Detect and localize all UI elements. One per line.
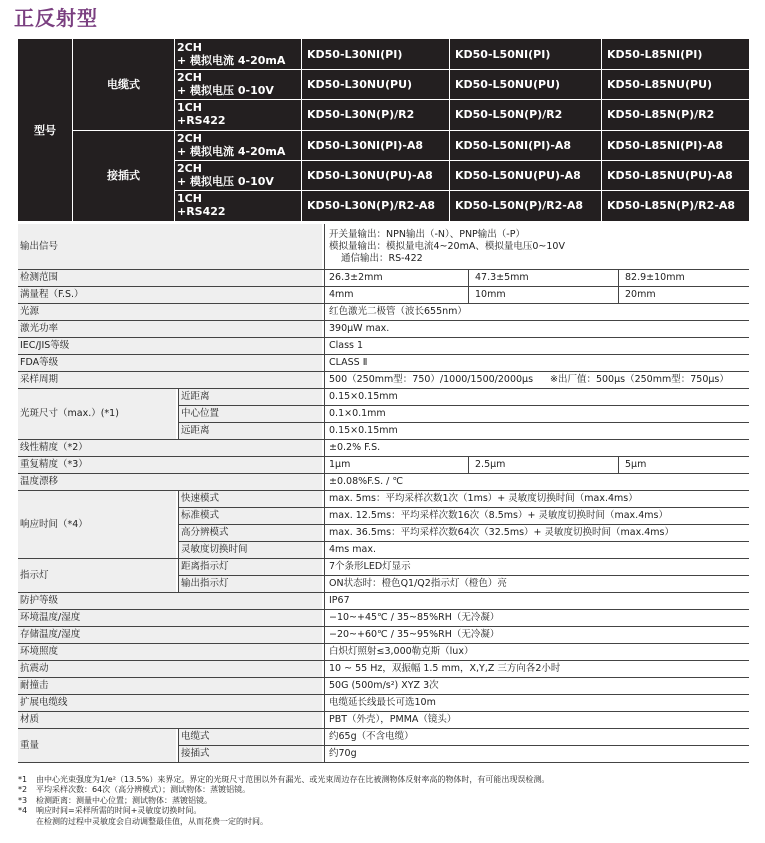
output-type: 2CH <box>177 41 202 54</box>
shock-value: 50G (500m/s²) XYZ 3次 <box>324 678 439 694</box>
sample-period-value: 500（250mm型：750）/1000/1500/2000μs <box>324 372 564 388</box>
model-cell: KD50-L85NU(PU)-A8 <box>607 168 733 182</box>
response-sub-row <box>178 542 749 559</box>
linearity-label: 线性精度（*2） <box>18 440 322 456</box>
row-fda-class <box>18 355 749 372</box>
shock-label: 耐撞击 <box>18 678 322 694</box>
indicator-sub-value: ON状态时：橙色Q1/Q2指示灯（橙色）亮 <box>324 576 749 592</box>
model-cell: KD50-L50N(P)/R2-A8 <box>455 199 584 212</box>
row-protection <box>18 593 749 610</box>
indicator-sub-row <box>178 576 749 593</box>
header-row-5 <box>18 190 749 221</box>
detection-range-label: 检测范围 <box>18 270 322 286</box>
output-line: 开关量输出：NPN输出（-N）、PNP输出（-P） <box>329 228 525 240</box>
row-ext-cable <box>18 695 749 712</box>
row-linearity <box>18 440 749 457</box>
model-cell: KD50-L85NI(PI) <box>607 47 703 61</box>
repeatability-value: 5μm <box>618 457 749 473</box>
vibration-label: 抗震动 <box>18 661 322 677</box>
range-value: 26.3±2mm <box>324 270 468 286</box>
response-sub-row <box>178 508 749 525</box>
footnote: *4 响应时间=采样所需的时间+灵敏度切换时间。 <box>18 806 202 816</box>
response-mode-value: max. 12.5ms：平均采样次数16次（8.5ms）+ 灵敏度切换时间（max.4ms） <box>324 508 749 524</box>
weight-sub-row <box>178 729 749 746</box>
spot-sub-label: 近距离 <box>178 389 322 405</box>
sample-period-note: ※出厂值：500μs（250mm型：750μs） <box>550 374 729 385</box>
range-value: 47.3±5mm <box>468 270 618 286</box>
weight-sub-value: 约65g（不含电缆） <box>324 729 749 745</box>
row-material <box>18 712 749 729</box>
model-cell: KD50-L50NU(PU)-A8 <box>455 168 581 182</box>
storage-temp-label: 存储温度/湿度 <box>18 627 322 643</box>
model-cell: KD50-L30NI(PI)-A8 <box>307 138 424 152</box>
row-vibration <box>18 661 749 678</box>
row-storage-temp <box>18 627 749 644</box>
laser-power-label: 激光功率 <box>18 321 322 337</box>
ext-cable-value: 电缆延长线最长可选10m <box>324 695 436 711</box>
page-title: 正反射型 <box>14 6 98 30</box>
footnote: 在检测的过程中灵敏度会自动调整最佳值，从而花费一定的时间。 <box>36 816 268 826</box>
response-mode-value: 4ms max. <box>324 542 749 558</box>
spot-sub-row <box>178 423 749 440</box>
footnote: *3 检测距离：测量中心位置；测试物体：蒸镀铝镜。 <box>18 795 212 805</box>
output-detail: +RS422 <box>177 205 226 218</box>
header-row-3 <box>18 130 749 160</box>
indicator-sub-row <box>178 559 749 576</box>
row-ambient-temp <box>18 610 749 627</box>
temp-drift-label: 温度漂移 <box>18 474 322 490</box>
spot-sub-row <box>178 406 749 423</box>
model-cell: KD50-L85N(P)/R2 <box>607 108 715 121</box>
footnotes <box>18 775 549 827</box>
spot-sub-value: 0.15×0.15mm <box>324 423 749 439</box>
row-light-source <box>18 304 749 321</box>
spot-size-label: 光斑尺寸（max.）(*1) <box>18 389 176 439</box>
weight-sub-label: 电缆式 <box>178 729 322 745</box>
row-repeatability <box>18 457 749 474</box>
illuminance-value: 白炽灯照射≤3,000勒克斯（lux） <box>324 644 473 660</box>
protection-label: 防护等级 <box>18 593 322 609</box>
model-cell: KD50-L50NI(PI)-A8 <box>455 138 572 152</box>
storage-temp-value: −20~+60℃ / 35~95%RH（无冷凝） <box>324 627 499 643</box>
protection-value: IP67 <box>324 593 350 609</box>
model-cell: KD50-L30NU(PU) <box>307 77 413 91</box>
repeatability-label: 重复精度（*3） <box>18 457 322 473</box>
ambient-temp-value: −10~+45℃ / 35~85%RH（无冷凝） <box>324 610 499 626</box>
row-illuminance <box>18 644 749 661</box>
row-temp-drift <box>18 474 749 491</box>
output-type: 2CH <box>177 132 202 145</box>
response-sub-row <box>178 491 749 508</box>
weight-sub-label: 接插式 <box>178 746 322 762</box>
repeatability-value: 1μm <box>324 457 468 473</box>
row-output-signal <box>18 224 749 270</box>
temp-drift-value: ±0.08%F.S. / ℃ <box>324 474 403 490</box>
illuminance-label: 环境照度 <box>18 644 322 660</box>
full-scale-label: 满量程（F.S.） <box>18 287 322 303</box>
output-line: 模拟量输出：模拟量电流4~20mA、模拟量电压0~10V <box>329 240 565 252</box>
spot-sub-value: 0.15×0.15mm <box>324 389 749 405</box>
response-time-label: 响应时间（*4） <box>18 491 176 558</box>
header-row-2 <box>18 99 749 130</box>
model-cell: KD50-L50NU(PU) <box>455 77 561 91</box>
output-detail: +RS422 <box>177 114 226 127</box>
response-sub-row <box>178 525 749 542</box>
model-cell: KD50-L85NI(PI)-A8 <box>607 138 724 152</box>
row-shock <box>18 678 749 695</box>
header-row-1 <box>18 69 749 99</box>
laser-power-value: 390μW max. <box>324 321 389 337</box>
output-type: 2CH <box>177 162 202 175</box>
material-value: PBT（外壳），PMMA（镜头） <box>324 712 456 728</box>
response-mode-value: max. 36.5ms：平均采样次数64次（32.5ms）+ 灵敏度切换时间（max.4ms） <box>324 525 749 541</box>
fs-value: 20mm <box>618 287 749 303</box>
indicator-sub-label: 输出指示灯 <box>178 576 322 592</box>
footnote: *1 由中心光束强度为1/e²（13.5%）来界定。界定的光斑尺寸范围以外有漏光、或光束周边存在比被测物体反射率高的物体时，有可能出现误检测。 <box>18 775 550 784</box>
output-type: 1CH <box>177 101 202 114</box>
vibration-value: 10 ~ 55 Hz，双振幅 1.5 mm，X,Y,Z 三方向各2小时 <box>324 661 560 677</box>
output-detail: + 模拟电压 0-10V <box>177 175 274 188</box>
sample-period-label: 采样周期 <box>18 372 322 388</box>
ext-cable-label: 扩展电缆线 <box>18 695 322 711</box>
row-full-scale <box>18 287 749 304</box>
model-cell: KD50-L85NU(PU) <box>607 77 713 91</box>
response-mode-label: 高分辨模式 <box>178 525 322 541</box>
iec-class-value: Class 1 <box>324 338 363 354</box>
spot-sub-label: 中心位置 <box>178 406 322 422</box>
indicator-sub-label: 距离指示灯 <box>178 559 322 575</box>
fs-value: 10mm <box>468 287 618 303</box>
iec-class-label: IEC/JIS等级 <box>18 338 322 354</box>
row-detection-range <box>18 270 749 287</box>
spot-sub-label: 远距离 <box>178 423 322 439</box>
model-cell: KD50-L30NI(PI) <box>307 47 403 61</box>
response-mode-label: 标准模式 <box>178 508 322 524</box>
model-cell: KD50-L30NU(PU)-A8 <box>307 168 433 182</box>
response-mode-label: 快速模式 <box>178 491 322 507</box>
output-line: 通信输出：RS-422 <box>341 252 423 264</box>
weight-label: 重量 <box>18 729 176 762</box>
output-detail: + 模拟电流 4-20mA <box>177 54 286 67</box>
header-row-0 <box>18 39 749 69</box>
cable-type-label: 电缆式 <box>107 78 140 91</box>
output-signal-label: 输出信号 <box>18 224 322 269</box>
model-cell: KD50-L50N(P)/R2 <box>455 108 563 121</box>
row-laser-power <box>18 321 749 338</box>
row-iec-class <box>18 338 749 355</box>
fda-class-value: CLASS Ⅱ <box>324 355 367 371</box>
spot-sub-value: 0.1×0.1mm <box>324 406 749 422</box>
weight-sub-value: 约70g <box>324 746 749 762</box>
model-label: 型号 <box>34 123 56 137</box>
row-sample-period <box>18 372 749 389</box>
output-type: 2CH <box>177 71 202 84</box>
model-cell: KD50-L30N(P)/R2 <box>307 108 415 121</box>
light-source-value: 红色激光二极管（波长655nm） <box>324 304 467 320</box>
ambient-temp-label: 环境温度/湿度 <box>18 610 322 626</box>
indicator-sub-value: 7个条形LED灯显示 <box>324 559 749 575</box>
output-detail: + 模拟电压 0-10V <box>177 84 274 97</box>
output-detail: + 模拟电流 4-20mA <box>177 145 286 158</box>
repeatability-value: 2.5μm <box>468 457 618 473</box>
material-label: 材质 <box>18 712 322 728</box>
footnote: *2 平均采样次数：64次（高分辨模式）；测试物体：蒸镀铝镜。 <box>18 785 251 795</box>
response-mode-label: 灵敏度切换时间 <box>178 542 322 558</box>
weight-sub-row <box>178 746 749 763</box>
light-source-label: 光源 <box>18 304 322 320</box>
connector-type-label: 接插式 <box>107 169 140 182</box>
indicator-label: 指示灯 <box>18 559 176 592</box>
model-cell: KD50-L30N(P)/R2-A8 <box>307 199 436 212</box>
fda-class-label: FDA等级 <box>18 355 322 371</box>
output-signal-value <box>324 224 565 269</box>
header-row-4 <box>18 160 749 190</box>
response-mode-value: max. 5ms：平均采样次数1次（1ms）+ 灵敏度切换时间（max.4ms） <box>324 491 749 507</box>
output-type: 1CH <box>177 192 202 205</box>
fs-value: 4mm <box>324 287 468 303</box>
range-value: 82.9±10mm <box>618 270 749 286</box>
spot-sub-row <box>178 389 749 406</box>
model-cell: KD50-L85N(P)/R2-A8 <box>607 199 736 212</box>
linearity-value: ±0.2% F.S. <box>324 440 380 456</box>
model-header-table <box>18 39 749 221</box>
model-cell: KD50-L50NI(PI) <box>455 47 551 61</box>
